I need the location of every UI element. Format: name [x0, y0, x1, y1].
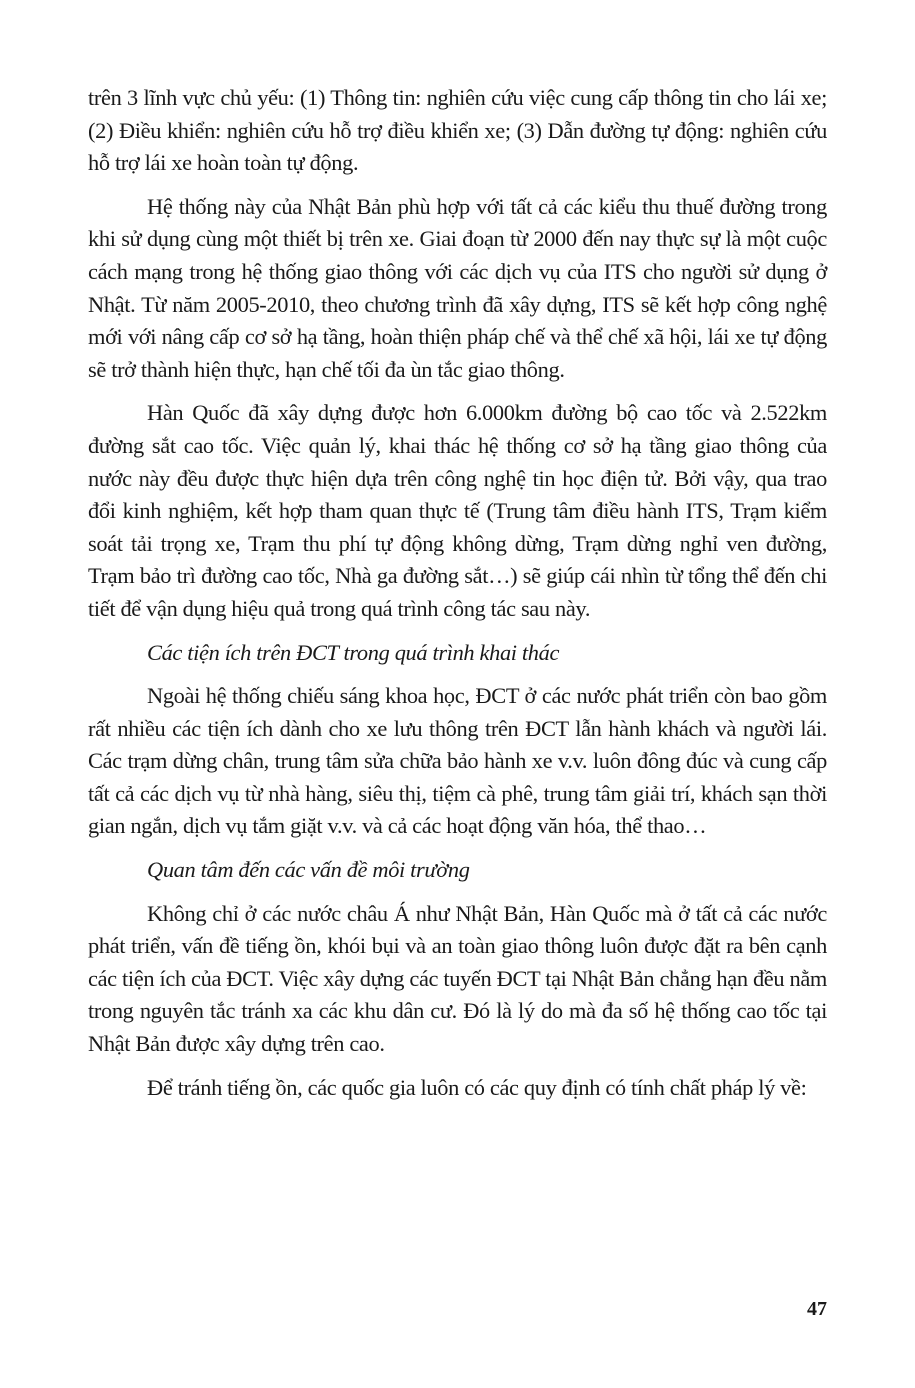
- paragraph-its-fields: trên 3 lĩnh vực chủ yếu: (1) Thông tin: nghiên cứu việc cung cấp thông tin cho lái xe; (2) Điều khiển: nghiên cứu hỗ trợ điều khiển xe; (3) Dẫn đường tự động: nghiên cứu hỗ trợ lái xe hoàn toàn tự động.: [88, 85, 827, 176]
- paragraph-facilities: Ngoài hệ thống chiếu sáng khoa học, ĐCT ở các nước phát triển còn bao gồm rất nhiều các tiện ích dành cho xe lưu thông trên ĐCT lẫn hành khách và người lái. Các trạm dừng chân, trung tâm sửa chữa bảo hành xe v.v. luôn đông đúc và cung cấp tất cả các dịch vụ từ nhà hàng, siêu thị, tiệm cà phê, trung tâm giải trí, khách sạn thời gian ngắn, dịch vụ tắm giặt v.v. và cả các hoạt động văn hóa, thể thao…: [88, 683, 827, 839]
- paragraph-environment: Không chỉ ở các nước châu Á như Nhật Bản, Hàn Quốc mà ở tất cả các nước phát triển, vấn đề tiếng ồn, khói bụi và an toàn giao thông luôn được đặt ra bên cạnh các tiện ích của ĐCT. Việc xây dựng các tuyến ĐCT tại Nhật Bản chẳng hạn đều nằm trong nguyên tắc tránh xa các khu dân cư. Đó là lý do mà đa số hệ thống cao tốc tại Nhật Bản được xây dựng trên cao.: [88, 900, 827, 1057]
- page-body: [88, 82, 827, 1115]
- section-heading-environment: Quan tâm đến các vấn đề môi trường: [147, 857, 470, 883]
- paragraph-korea-highways: Hàn Quốc đã xây dựng được hơn 6.000km đường bộ cao tốc và 2.522km đường sắt cao tốc. Việc quản lý, khai thác hệ thống cơ sở hạ tầng giao thông của nước này đều được thực hiện dựa trên công nghệ tin học điện tử. Bởi vậy, qua trao đổi kinh nghiệm, kết hợp tham quan thực tế (Trung tâm điều hành ITS, Trạm kiểm soát tải trọng xe, Trạm thu phí tự động không dừng, Trạm dừng nghỉ ven đường, Trạm bảo trì đường cao tốc, Nhà ga đường sắt…) sẽ giúp cái nhìn từ tổng thể đến chi tiết để vận dụng hiệu quả trong quá trình công tác sau này.: [88, 400, 827, 621]
- page-number: 47: [807, 1298, 827, 1320]
- paragraph-noise-regulations: Để tránh tiếng ồn, các quốc gia luôn có các quy định có tính chất pháp lý về:: [147, 1074, 807, 1100]
- section-heading-facilities: Các tiện ích trên ĐCT trong quá trình khai thác: [147, 639, 560, 665]
- paragraph-japan-its: Hệ thống này của Nhật Bản phù hợp với tất cả các kiểu thu thuế đường trong khi sử dụng cùng một thiết bị trên xe. Giai đoạn từ 2000 đến nay thực sự là một cuộc cách mạng trong hệ thống giao thông với các dịch vụ của ITS cho người sử dụng ở Nhật. Từ năm 2005-2010, theo chương trình đã xây dựng, ITS sẽ kết hợp công nghệ mới với nâng cấp cơ sở hạ tầng, hoàn thiện pháp chế và thể chế xã hội, lái xe tự động sẽ trở thành hiện thực, hạn chế tối đa ùn tắc giao thông.: [88, 193, 827, 382]
